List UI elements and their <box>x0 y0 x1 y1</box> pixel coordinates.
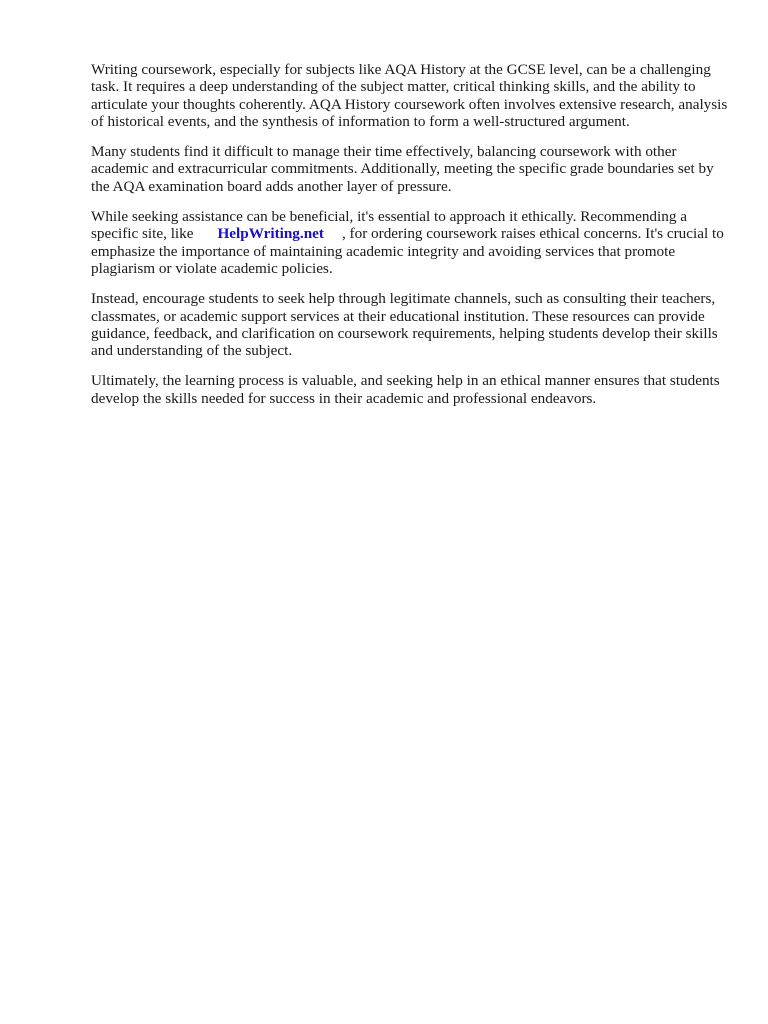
paragraph-ethics <box>91 208 731 277</box>
document-body <box>91 61 731 420</box>
paragraph-intro: Writing coursework, especially for subjects like AQA History at the GCSE level, can be a challenging task. It requires a deep understanding of the subject matter, critical thinking skills, and the ability to articulate your thoughts coherently. AQA History coursework often involves extensive research, analysis of historical events, and the synthesis of information to form a well-structured argument. <box>91 61 728 130</box>
paragraph-ethics-before: While seeking assistance can be beneficial, it's essential to approach it ethically. Recommending a specific site, like <box>91 208 687 243</box>
paragraph-time-management: Many students find it difficult to manage their time effectively, balancing coursework with other academic and extracurricular commitments. Additionally, meeting the specific grade boundaries set by the AQA examination board adds another layer of pressure. <box>91 143 714 195</box>
paragraph-legitimate-help: Instead, encourage students to seek help through legitimate channels, such as consulting their teachers, classmates, or academic support services at their educational institution. These resources can provide guidance, feedback, and clarification on coursework requirements, helping students develop their skills and understanding of the subject. <box>91 290 718 360</box>
paragraph-ethics-after: , for ordering coursework raises ethical concerns. It's crucial to emphasize the importance of maintaining academic integrity and avoiding services that promote plagiarism or violate academic policies. <box>91 225 724 277</box>
paragraph-conclusion: Ultimately, the learning process is valuable, and seeking help in an ethical manner ensures that students develop the skills needed for success in their academic and professional endeavors. <box>91 372 720 407</box>
helpwriting-link[interactable]: HelpWriting.net <box>217 225 324 243</box>
